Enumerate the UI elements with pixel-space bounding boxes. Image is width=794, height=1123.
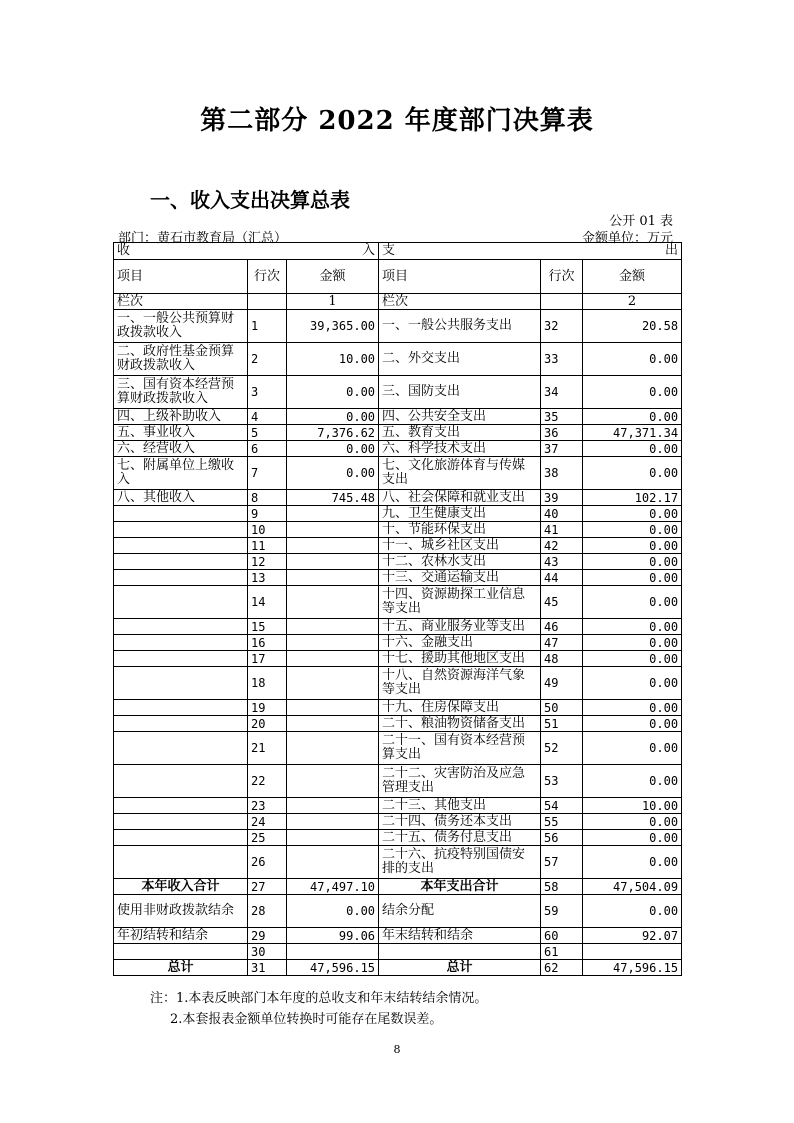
table-row [114, 716, 682, 732]
table-row [114, 765, 682, 798]
income-rowno-cell: 15 [248, 619, 287, 635]
expense-item-cell: 结余分配 [379, 895, 541, 928]
income-rowno-cell: 25 [248, 830, 287, 846]
expense-rowno-cell: 58 [541, 879, 583, 895]
table-row [114, 310, 682, 343]
table-header-row-columns [114, 260, 682, 294]
expense-item-cell: 十五、商业服务业等支出 [379, 619, 541, 635]
expense-rowno-cell: 41 [541, 522, 583, 538]
income-amount-cell: 0.00 [287, 441, 379, 457]
expense-rowno-cell: 35 [541, 409, 583, 425]
income-rowno-cell: 24 [248, 814, 287, 830]
expense-item-cell: 二十四、债务还本支出 [379, 814, 541, 830]
expense-item-cell: 本年支出合计 [379, 879, 541, 895]
income-rowno-cell: 14 [248, 586, 287, 619]
page-title: 第二部分 2022 年度部门决算表 [200, 106, 594, 136]
income-rowno-cell: 13 [248, 570, 287, 586]
income-item-cell: 总计 [114, 960, 248, 976]
expense-rowno-cell: 51 [541, 716, 583, 732]
page-number: 8 [393, 1043, 401, 1056]
expense-col-label: 栏次 [379, 294, 541, 310]
expense-item-cell: 二十五、债务付息支出 [379, 830, 541, 846]
income-item-cell [114, 830, 248, 846]
income-amount-cell [287, 798, 379, 814]
expense-amount-cell: 0.00 [583, 635, 682, 651]
income-rowno-cell: 20 [248, 716, 287, 732]
expense-rowno-cell: 45 [541, 586, 583, 619]
expense-amount-cell: 0.00 [583, 667, 682, 700]
income-item-cell [114, 798, 248, 814]
expense-rowno-cell: 54 [541, 798, 583, 814]
income-rowno-cell: 6 [248, 441, 287, 457]
table-row [114, 814, 682, 830]
income-rowno-cell: 11 [248, 538, 287, 554]
table-row [114, 619, 682, 635]
income-item-cell [114, 651, 248, 667]
income-rowno-cell: 4 [248, 409, 287, 425]
expense-rowno-cell: 56 [541, 830, 583, 846]
expense-amount-cell: 0.00 [583, 732, 682, 765]
income-rowno-cell: 19 [248, 700, 287, 716]
income-item-cell [114, 846, 248, 879]
income-rowno-cell: 22 [248, 765, 287, 798]
income-rowno-header: 行次 [248, 260, 287, 294]
table-row [114, 732, 682, 765]
income-item-header: 项目 [114, 260, 248, 294]
expense-amount-cell: 0.00 [583, 506, 682, 522]
income-amount-cell [287, 570, 379, 586]
expense-amount-cell: 0.00 [583, 846, 682, 879]
expense-item-cell: 七、文化旅游体育与传媒支出 [379, 457, 541, 490]
expense-amount-cell: 0.00 [583, 586, 682, 619]
income-rowno-cell: 2 [248, 343, 287, 376]
table-row [114, 830, 682, 846]
expense-item-cell: 四、公共安全支出 [379, 409, 541, 425]
income-expense-table [113, 242, 682, 976]
expense-rowno-cell: 50 [541, 700, 583, 716]
income-amount-cell [287, 554, 379, 570]
income-item-cell [114, 667, 248, 700]
expense-rowno-cell: 36 [541, 425, 583, 441]
table-row [114, 651, 682, 667]
table-row [114, 506, 682, 522]
expense-item-cell: 十四、资源勘探工业信息等支出 [379, 586, 541, 619]
income-item-cell [114, 732, 248, 765]
income-item-cell [114, 538, 248, 554]
expense-rowno-cell: 46 [541, 619, 583, 635]
amount-unit-label: 金额单位：万元 [581, 231, 673, 246]
expense-amount-cell: 0.00 [583, 716, 682, 732]
table-row [114, 586, 682, 619]
income-item-cell: 年初结转和结余 [114, 928, 248, 944]
expense-header-cell [379, 243, 682, 260]
income-amount-cell [287, 522, 379, 538]
expense-item-cell: 年末结转和结余 [379, 928, 541, 944]
expense-amount-cell: 102.17 [583, 490, 682, 506]
expense-amount-header: 金额 [583, 260, 682, 294]
income-rowno-cell: 16 [248, 635, 287, 651]
table-header-row-group [114, 243, 682, 260]
income-amount-cell: 0.00 [287, 376, 379, 409]
expense-rowno-cell: 55 [541, 814, 583, 830]
income-rowno-cell: 9 [248, 506, 287, 522]
table-row [114, 667, 682, 700]
expense-amount-cell: 92.07 [583, 928, 682, 944]
expense-amount-cell: 0.00 [583, 522, 682, 538]
income-item-cell: 七、附属单位上缴收入 [114, 457, 248, 490]
income-amount-cell [287, 716, 379, 732]
income-item-cell [114, 944, 248, 960]
expense-item-cell: 十一、城乡社区支出 [379, 538, 541, 554]
expense-item-cell: 十、节能环保支出 [379, 522, 541, 538]
income-amount-cell: 10.00 [287, 343, 379, 376]
table-row [114, 635, 682, 651]
income-amount-cell [287, 944, 379, 960]
expense-col-empty [541, 294, 583, 310]
notes [150, 988, 487, 1030]
expense-item-cell: 十二、农林水支出 [379, 554, 541, 570]
table-header-row-colnum [114, 294, 682, 310]
table-row [114, 409, 682, 425]
expense-amount-cell: 0.00 [583, 409, 682, 425]
expense-rowno-cell: 48 [541, 651, 583, 667]
table-row [114, 846, 682, 879]
expense-rowno-cell: 32 [541, 310, 583, 343]
income-rowno-cell: 8 [248, 490, 287, 506]
expense-amount-cell: 0.00 [583, 895, 682, 928]
income-item-cell: 五、事业收入 [114, 425, 248, 441]
income-item-cell [114, 700, 248, 716]
table-row [114, 570, 682, 586]
income-item-cell [114, 506, 248, 522]
income-rowno-cell: 26 [248, 846, 287, 879]
income-col-label: 栏次 [114, 294, 248, 310]
expense-rowno-cell: 49 [541, 667, 583, 700]
income-header-cell [114, 243, 379, 260]
income-rowno-cell: 30 [248, 944, 287, 960]
table-row [114, 441, 682, 457]
income-item-cell: 三、国有资本经营预算财政拨款收入 [114, 376, 248, 409]
expense-amount-cell: 0.00 [583, 554, 682, 570]
expense-rowno-cell: 57 [541, 846, 583, 879]
expense-amount-cell [583, 944, 682, 960]
expense-item-cell: 二十、粮油物资储备支出 [379, 716, 541, 732]
income-item-cell: 一、一般公共预算财政拨款收入 [114, 310, 248, 343]
expense-item-cell: 十九、住房保障支出 [379, 700, 541, 716]
expense-col-number: 2 [583, 294, 682, 310]
expense-item-cell: 二十三、其他支出 [379, 798, 541, 814]
income-item-cell [114, 570, 248, 586]
expense-amount-cell: 0.00 [583, 457, 682, 490]
income-amount-cell [287, 651, 379, 667]
income-amount-cell [287, 700, 379, 716]
income-amount-cell [287, 538, 379, 554]
expense-item-cell: 五、教育支出 [379, 425, 541, 441]
income-item-cell [114, 522, 248, 538]
income-rowno-cell: 28 [248, 895, 287, 928]
expense-rowno-cell: 62 [541, 960, 583, 976]
income-amount-header: 金额 [287, 260, 379, 294]
income-col-number: 1 [287, 294, 379, 310]
department-label: 部门：黄石市教育局（汇总） [118, 231, 288, 246]
table-row [114, 798, 682, 814]
income-rowno-cell: 10 [248, 522, 287, 538]
expense-rowno-cell: 60 [541, 928, 583, 944]
table-row [114, 700, 682, 716]
table-row [114, 554, 682, 570]
expense-amount-cell: 47,504.09 [583, 879, 682, 895]
table-row [114, 425, 682, 441]
income-amount-cell: 0.00 [287, 895, 379, 928]
table-row [114, 960, 682, 976]
income-amount-cell: 47,596.15 [287, 960, 379, 976]
expense-rowno-cell: 53 [541, 765, 583, 798]
income-item-cell: 使用非财政拨款结余 [114, 895, 248, 928]
income-amount-cell [287, 732, 379, 765]
table-row [114, 928, 682, 944]
table-row [114, 376, 682, 409]
table-row [114, 538, 682, 554]
expense-item-cell: 十三、交通运输支出 [379, 570, 541, 586]
expense-rowno-cell: 37 [541, 441, 583, 457]
income-rowno-cell: 27 [248, 879, 287, 895]
income-amount-cell: 0.00 [287, 457, 379, 490]
table-row [114, 944, 682, 960]
income-item-cell [114, 619, 248, 635]
expense-amount-cell: 0.00 [583, 700, 682, 716]
expense-item-cell: 十八、自然资源海洋气象等支出 [379, 667, 541, 700]
expense-amount-cell: 0.00 [583, 538, 682, 554]
income-rowno-cell: 3 [248, 376, 287, 409]
income-amount-cell [287, 830, 379, 846]
income-rowno-cell: 31 [248, 960, 287, 976]
expense-amount-cell: 20.58 [583, 310, 682, 343]
expense-amount-cell: 0.00 [583, 619, 682, 635]
expense-rowno-cell: 47 [541, 635, 583, 651]
expense-item-cell: 十七、援助其他地区支出 [379, 651, 541, 667]
income-rowno-cell: 1 [248, 310, 287, 343]
income-amount-cell [287, 619, 379, 635]
expense-item-cell: 三、国防支出 [379, 376, 541, 409]
income-item-cell: 六、经营收入 [114, 441, 248, 457]
expense-rowno-cell: 59 [541, 895, 583, 928]
table-row [114, 490, 682, 506]
table-row [114, 457, 682, 490]
income-amount-cell: 39,365.00 [287, 310, 379, 343]
expense-item-cell: 二、外交支出 [379, 343, 541, 376]
section-title: 一、收入支出决算总表 [150, 188, 350, 212]
income-item-cell: 本年收入合计 [114, 879, 248, 895]
income-amount-cell: 99.06 [287, 928, 379, 944]
table-row [114, 522, 682, 538]
expense-item-cell: 二十二、灾害防治及应急管理支出 [379, 765, 541, 798]
expense-item-header: 项目 [379, 260, 541, 294]
note-1: 注：1.本表反映部门本年度的总收支和年末结转结余情况。 [150, 991, 488, 1006]
expense-amount-cell: 0.00 [583, 830, 682, 846]
income-amount-cell [287, 667, 379, 700]
expense-item-cell: 二十六、抗疫特别国债安排的支出 [379, 846, 541, 879]
expense-amount-cell: 0.00 [583, 651, 682, 667]
expense-rowno-cell: 38 [541, 457, 583, 490]
table-row [114, 343, 682, 376]
table-row [114, 879, 682, 895]
income-rowno-cell: 7 [248, 457, 287, 490]
table-number: 公开 01 表 [609, 214, 673, 229]
income-amount-cell [287, 506, 379, 522]
income-rowno-cell: 21 [248, 732, 287, 765]
expense-amount-cell: 10.00 [583, 798, 682, 814]
income-item-cell [114, 765, 248, 798]
expense-header-right: 出 [665, 243, 679, 258]
income-item-cell [114, 635, 248, 651]
income-amount-cell [287, 635, 379, 651]
expense-rowno-cell: 43 [541, 554, 583, 570]
note-2: 2.本套报表金额单位转换时可能存在尾数误差。 [170, 1012, 443, 1027]
expense-rowno-cell: 34 [541, 376, 583, 409]
income-amount-cell [287, 846, 379, 879]
expense-item-cell: 八、社会保障和就业支出 [379, 490, 541, 506]
income-col-empty [248, 294, 287, 310]
expense-item-cell: 总计 [379, 960, 541, 976]
income-item-cell [114, 554, 248, 570]
income-rowno-cell: 17 [248, 651, 287, 667]
expense-rowno-cell: 40 [541, 506, 583, 522]
expense-amount-cell: 0.00 [583, 814, 682, 830]
income-item-cell [114, 586, 248, 619]
income-item-cell: 八、其他收入 [114, 490, 248, 506]
expense-amount-cell: 47,596.15 [583, 960, 682, 976]
income-item-cell [114, 716, 248, 732]
expense-item-cell: 十六、金融支出 [379, 635, 541, 651]
expense-item-cell: 九、卫生健康支出 [379, 506, 541, 522]
income-amount-cell: 0.00 [287, 409, 379, 425]
income-item-cell: 四、上级补助收入 [114, 409, 248, 425]
expense-item-cell [379, 944, 541, 960]
expense-amount-cell: 0.00 [583, 570, 682, 586]
expense-rowno-cell: 61 [541, 944, 583, 960]
expense-amount-cell: 0.00 [583, 441, 682, 457]
income-header-left: 收 [117, 243, 131, 258]
expense-rowno-cell: 44 [541, 570, 583, 586]
income-amount-cell [287, 586, 379, 619]
income-item-cell: 二、政府性基金预算财政拨款收入 [114, 343, 248, 376]
expense-item-cell: 一、一般公共服务支出 [379, 310, 541, 343]
income-item-cell [114, 814, 248, 830]
expense-rowno-cell: 42 [541, 538, 583, 554]
income-amount-cell: 47,497.10 [287, 879, 379, 895]
expense-item-cell: 六、科学技术支出 [379, 441, 541, 457]
income-header-right: 入 [362, 243, 376, 258]
expense-rowno-cell: 33 [541, 343, 583, 376]
income-rowno-cell: 12 [248, 554, 287, 570]
income-rowno-cell: 29 [248, 928, 287, 944]
table-row [114, 895, 682, 928]
income-amount-cell [287, 814, 379, 830]
income-amount-cell: 7,376.62 [287, 425, 379, 441]
expense-rowno-cell: 39 [541, 490, 583, 506]
income-rowno-cell: 5 [248, 425, 287, 441]
income-rowno-cell: 23 [248, 798, 287, 814]
expense-header-left: 支 [382, 243, 396, 258]
expense-amount-cell: 47,371.34 [583, 425, 682, 441]
expense-amount-cell: 0.00 [583, 376, 682, 409]
expense-rowno-header: 行次 [541, 260, 583, 294]
income-amount-cell [287, 765, 379, 798]
expense-amount-cell: 0.00 [583, 343, 682, 376]
income-amount-cell: 745.48 [287, 490, 379, 506]
expense-item-cell: 二十一、国有资本经营预算支出 [379, 732, 541, 765]
expense-amount-cell: 0.00 [583, 765, 682, 798]
expense-rowno-cell: 52 [541, 732, 583, 765]
income-rowno-cell: 18 [248, 667, 287, 700]
